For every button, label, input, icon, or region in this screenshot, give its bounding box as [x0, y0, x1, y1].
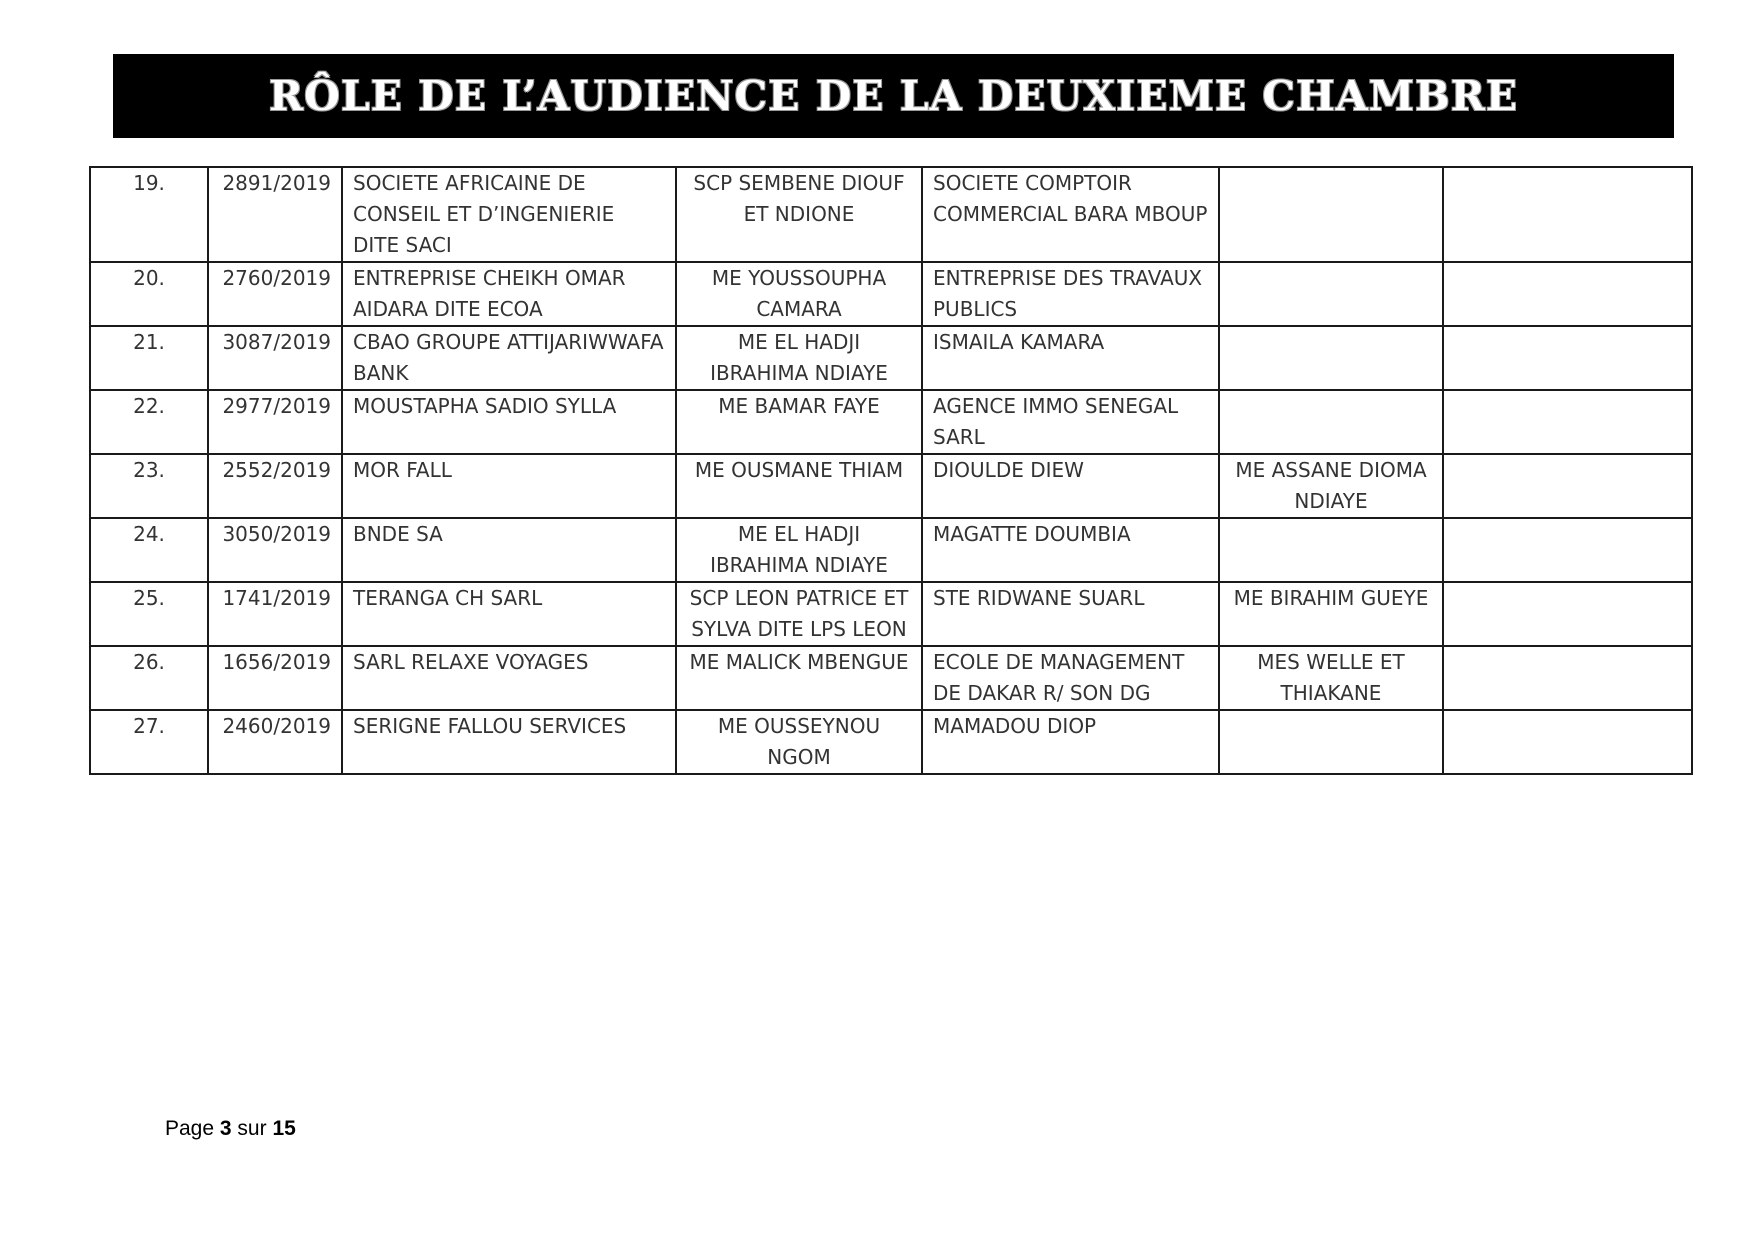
- observation-cell: [1443, 582, 1692, 646]
- defendant-counsel-cell: ME BIRAHIM GUEYE: [1219, 582, 1443, 646]
- plaintiff-counsel-cell: SCP LEON PATRICE ET SYLVA DITE LPS LEON: [676, 582, 922, 646]
- defendant-counsel-cell: [1219, 518, 1443, 582]
- row-number: 25.: [90, 582, 208, 646]
- plaintiff-counsel-cell: ME OUSSEYNOU NGOM: [676, 710, 922, 774]
- plaintiff-counsel-cell: SCP SEMBENE DIOUF ET NDIONE: [676, 167, 922, 262]
- defendant-cell: MAGATTE DOUMBIA: [922, 518, 1219, 582]
- defendant-cell: DIOULDE DIEW: [922, 454, 1219, 518]
- plaintiff-counsel-cell: ME YOUSSOUPHA CAMARA: [676, 262, 922, 326]
- case-reference: 2460/2019: [208, 710, 342, 774]
- defendant-cell: MAMADOU DIOP: [922, 710, 1219, 774]
- defendant-counsel-cell: [1219, 326, 1443, 390]
- row-number: 27.: [90, 710, 208, 774]
- plaintiff-cell: BNDE SA: [342, 518, 676, 582]
- case-reference: 2977/2019: [208, 390, 342, 454]
- row-number: 23.: [90, 454, 208, 518]
- case-reference: 1656/2019: [208, 646, 342, 710]
- row-number: 21.: [90, 326, 208, 390]
- plaintiff-cell: SARL RELAXE VOYAGES: [342, 646, 676, 710]
- plaintiff-cell: SERIGNE FALLOU SERVICES: [342, 710, 676, 774]
- observation-cell: [1443, 167, 1692, 262]
- page-of-word: sur: [237, 1117, 267, 1140]
- plaintiff-cell: ENTREPRISE CHEIKH OMAR AIDARA DITE ECOA: [342, 262, 676, 326]
- plaintiff-cell: SOCIETE AFRICAINE DE CONSEIL ET D’INGENIERIE DITE SACI: [342, 167, 676, 262]
- row-number: 24.: [90, 518, 208, 582]
- case-reference: 2760/2019: [208, 262, 342, 326]
- table-row: [90, 710, 1692, 774]
- table-row: [90, 518, 1692, 582]
- total-pages-number: 15: [272, 1117, 296, 1140]
- observation-cell: [1443, 646, 1692, 710]
- row-number: 20.: [90, 262, 208, 326]
- observation-cell: [1443, 518, 1692, 582]
- plaintiff-counsel-cell: ME MALICK MBENGUE: [676, 646, 922, 710]
- plaintiff-cell: MOUSTAPHA SADIO SYLLA: [342, 390, 676, 454]
- row-number: 19.: [90, 167, 208, 262]
- defendant-counsel-cell: [1219, 262, 1443, 326]
- plaintiff-counsel-cell: ME OUSMANE THIAM: [676, 454, 922, 518]
- page-title: RÔLE DE L’AUDIENCE DE LA DEUXIEME CHAMBRE: [269, 72, 1518, 120]
- plaintiff-counsel-cell: ME BAMAR FAYE: [676, 390, 922, 454]
- plaintiff-counsel-cell: ME EL HADJI IBRAHIMA NDIAYE: [676, 518, 922, 582]
- defendant-cell: SOCIETE COMPTOIR COMMERCIAL BARA MBOUP: [922, 167, 1219, 262]
- defendant-counsel-cell: [1219, 710, 1443, 774]
- defendant-counsel-cell: [1219, 390, 1443, 454]
- defendant-counsel-cell: MES WELLE ET THIAKANE: [1219, 646, 1443, 710]
- table-row: [90, 390, 1692, 454]
- title-banner: [113, 54, 1674, 138]
- observation-cell: [1443, 390, 1692, 454]
- hearing-roll-table: [89, 166, 1693, 775]
- case-reference: 1741/2019: [208, 582, 342, 646]
- current-page-number: 3: [219, 1117, 232, 1140]
- observation-cell: [1443, 326, 1692, 390]
- table-row: [90, 646, 1692, 710]
- defendant-counsel-cell: ME ASSANE DIOMA NDIAYE: [1219, 454, 1443, 518]
- defendant-cell: STE RIDWANE SUARL: [922, 582, 1219, 646]
- plaintiff-cell: CBAO GROUPE ATTIJARIWWAFA BANK: [342, 326, 676, 390]
- observation-cell: [1443, 454, 1692, 518]
- defendant-counsel-cell: [1219, 167, 1443, 262]
- table-row: [90, 582, 1692, 646]
- defendant-cell: ENTREPRISE DES TRAVAUX PUBLICS: [922, 262, 1219, 326]
- plaintiff-cell: TERANGA CH SARL: [342, 582, 676, 646]
- row-number: 26.: [90, 646, 208, 710]
- row-number: 22.: [90, 390, 208, 454]
- plaintiff-counsel-cell: ME EL HADJI IBRAHIMA NDIAYE: [676, 326, 922, 390]
- plaintiff-cell: MOR FALL: [342, 454, 676, 518]
- observation-cell: [1443, 710, 1692, 774]
- defendant-cell: ISMAILA KAMARA: [922, 326, 1219, 390]
- defendant-cell: ECOLE DE MANAGEMENT DE DAKAR R/ SON DG: [922, 646, 1219, 710]
- table-row: [90, 167, 1692, 262]
- page-footer: [165, 1117, 296, 1141]
- defendant-cell: AGENCE IMMO SENEGAL SARL: [922, 390, 1219, 454]
- table-row: [90, 326, 1692, 390]
- case-reference: 3087/2019: [208, 326, 342, 390]
- case-reference: 3050/2019: [208, 518, 342, 582]
- table-row: [90, 454, 1692, 518]
- table-row: [90, 262, 1692, 326]
- case-reference: 2891/2019: [208, 167, 342, 262]
- case-reference: 2552/2019: [208, 454, 342, 518]
- page-word: Page: [165, 1117, 215, 1140]
- observation-cell: [1443, 262, 1692, 326]
- table-body: [90, 167, 1692, 774]
